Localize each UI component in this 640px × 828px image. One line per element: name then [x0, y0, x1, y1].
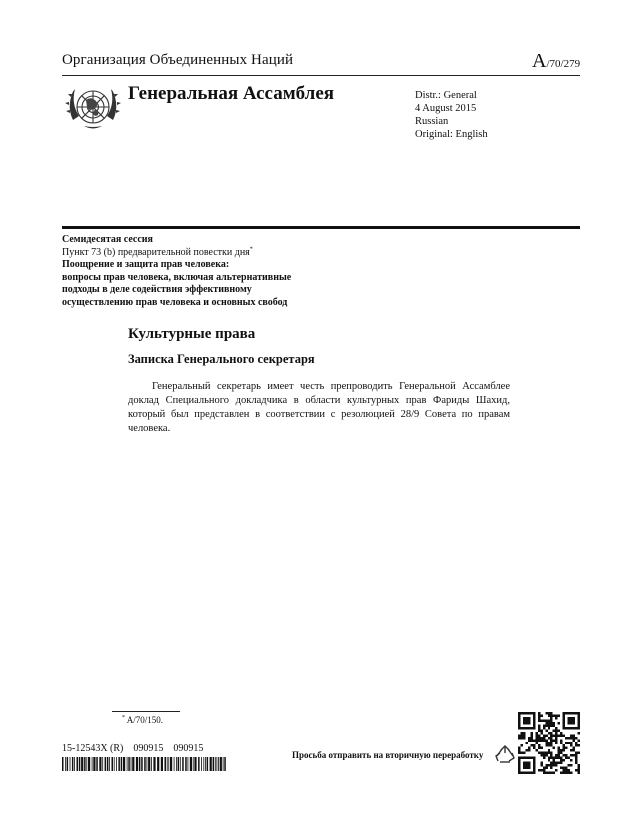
body-paragraph: Генеральный секретарь имеет честь препроводить Генеральной Ассамблее доклад Специального докладчика в области культурных прав Фариды Шахид, который был представлен в соответствии с резолюцией 28/9 Совета по правам человека. [128, 381, 510, 434]
distribution-original: Original: English [415, 129, 488, 140]
document-title: Культурные права [128, 326, 256, 342]
session-rule [62, 226, 580, 229]
footnote-rule [112, 711, 180, 712]
agenda-topic-line: Поощрение и защита прав человека: [62, 259, 230, 270]
symbol-letter: A [532, 50, 547, 72]
agenda-topic-line: вопросы прав человека, включая альтернативные [62, 271, 292, 283]
agenda-item [62, 247, 291, 260]
document-symbol [532, 50, 580, 73]
organization-name: Организация Объединенных Наций [62, 52, 294, 68]
recycle-icon [494, 744, 516, 766]
distribution-block [415, 89, 488, 141]
agenda-topic-line: подходы в деле содействия эффективному [62, 284, 252, 295]
agenda-footnote-mark: * [249, 246, 253, 253]
agenda-topic-line: осуществлению прав человека и основных свобод [62, 296, 288, 308]
symbol-number: /70/279 [546, 58, 581, 70]
distribution-line: Distr.: General [415, 90, 477, 101]
footnote-mark: * [122, 715, 125, 721]
session-block [62, 234, 291, 309]
session-name: Семидесятая сессия [62, 234, 153, 245]
qr-code-icon [518, 712, 580, 774]
recycle-text: Просьба отправить на вторичную переработку [292, 750, 484, 760]
barcode-icon [62, 757, 226, 771]
document-subtitle: Записка Генерального секретаря [128, 352, 315, 366]
assembly-name: Генеральная Ассамблея [128, 83, 335, 104]
un-emblem-icon [64, 80, 122, 134]
header-rule [62, 75, 580, 76]
footnote-text: A/70/150. [126, 715, 164, 725]
agenda-item-text: Пункт 73 (b) предварительной повестки дня [62, 246, 250, 258]
document-number: 15-12543X (R) 090915 090915 [62, 743, 204, 754]
distribution-date: 4 August 2015 [415, 103, 477, 114]
footnote [122, 715, 163, 725]
distribution-language: Russian [415, 116, 449, 127]
